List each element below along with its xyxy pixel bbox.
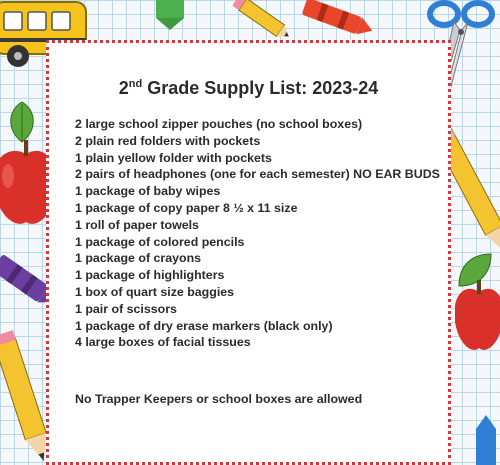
crayon-icon <box>470 415 500 465</box>
page-title: 2nd Grade Supply List: 2023-24 <box>118 78 379 98</box>
apple-icon <box>0 140 52 235</box>
list-item: 1 box of quart size baggies <box>75 284 235 299</box>
green-crayon-icon <box>150 0 190 30</box>
apple-icon <box>455 280 500 360</box>
list-item: 1 plain yellow folder with pockets <box>75 150 272 165</box>
supply-list <box>75 116 440 351</box>
list-item: 1 package of copy paper 8 ½ x 11 size <box>75 200 298 215</box>
footer-note: No Trapper Keepers or school boxes are allowed <box>75 392 363 406</box>
list-item: 1 package of baby wipes <box>75 184 221 199</box>
pencil-icon <box>450 115 500 270</box>
list-item: 4 large boxes of facial tissues <box>75 335 251 350</box>
supply-list-paper <box>46 40 451 465</box>
list-item: 2 pairs of headphones (one for each semester) NO EAR BUDS <box>75 167 440 182</box>
list-item: 1 roll of paper towels <box>75 217 199 232</box>
list-item: 1 package of dry erase markers (black only) <box>75 318 333 333</box>
list-item: 1 package of crayons <box>75 251 202 266</box>
list-item: 2 large school zipper pouches (no school boxes) <box>75 117 363 131</box>
list-item: 1 pair of scissors <box>75 301 177 316</box>
list-item: 1 package of colored pencils <box>75 234 245 249</box>
list-item: 2 plain red folders with pockets <box>75 133 261 148</box>
red-crayon-icon <box>300 0 380 40</box>
leaf-icon <box>2 100 42 145</box>
pencil-icon <box>0 330 48 465</box>
list-item: 1 package of highlighters <box>75 268 225 283</box>
